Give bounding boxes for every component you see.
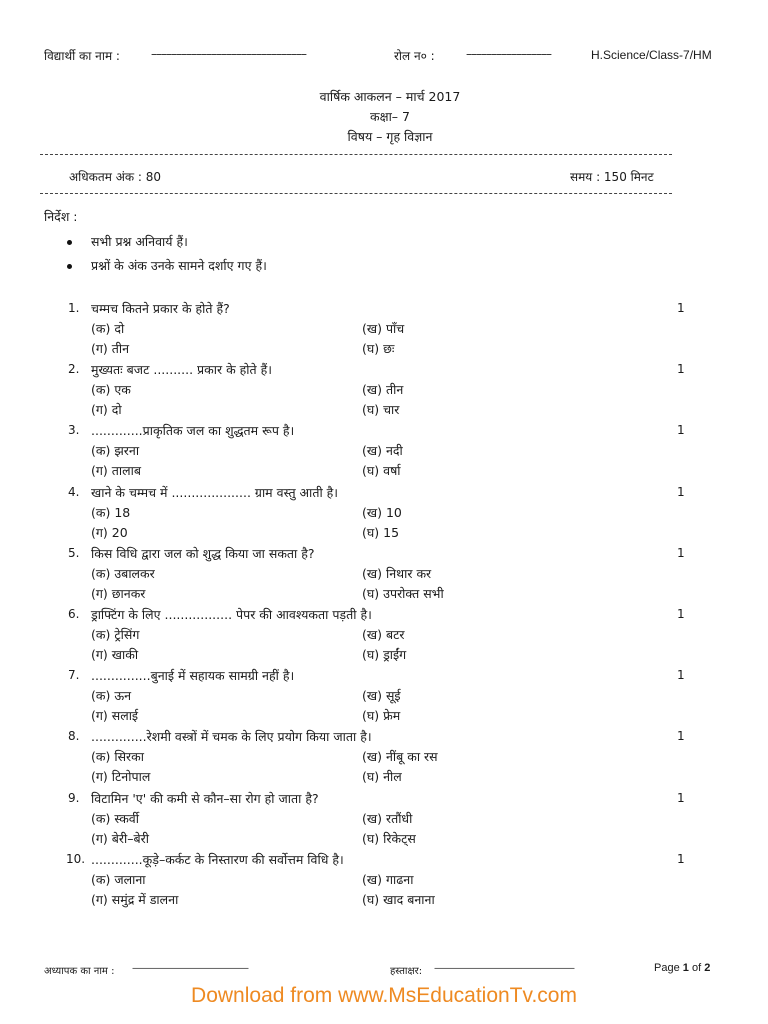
option: (घ) ड्राईंग (362, 647, 407, 662)
exam-time: समय : 150 मिनट (570, 170, 654, 184)
option: (क) ट्रेसिंग (91, 627, 140, 642)
option: (ख) गाढना (362, 872, 414, 887)
question-text: चम्मच कितने प्रकार के होते हैं? (91, 301, 230, 316)
option: (ख) बटर (362, 627, 405, 642)
question-marks: 1 (677, 546, 685, 560)
option: (घ) नील (362, 769, 402, 784)
option: (क) सिरका (91, 749, 144, 764)
divider-top (40, 154, 672, 155)
option: (क) स्कर्वी (91, 811, 139, 826)
question-text: मुख्यतः बजट .......... प्रकार के होते हैं। (91, 362, 273, 377)
roll-number-blank: ––––––––––––––––– (466, 47, 551, 61)
question-number: 10. (66, 852, 86, 866)
option: (ग) छानकर (91, 586, 146, 601)
option: (घ) 15 (362, 525, 400, 540)
exam-class: कक्षा– 7 (370, 109, 410, 124)
signature-label: हस्ताक्षर: (390, 966, 423, 977)
question-number: 1. (68, 301, 80, 315)
teacher-name-blank: ––––––––––––––––––––––––––––– (132, 963, 248, 974)
question-text: ड्राफ्टिंग के लिए ................. पेपर की आवश्यकता पड़ती है। (91, 607, 372, 622)
page-prefix: Page (654, 962, 680, 974)
question-text: .............प्राकृतिक जल का शुद्धतम रूप है। (91, 423, 295, 438)
option: (ग) दो (91, 402, 122, 417)
max-marks: अधिकतम अंक : 80 (69, 170, 162, 184)
page-of: of (691, 962, 702, 974)
student-name-label: विद्यार्थी का नाम : (44, 49, 120, 63)
question-number: 3. (68, 423, 80, 437)
option: (घ) वर्षा (362, 463, 401, 478)
instructions-heading: निर्देश : (44, 209, 78, 224)
option: (क) 18 (91, 505, 131, 520)
option: (क) एक (91, 382, 131, 397)
option: (ख) सूई (362, 688, 401, 703)
option: (घ) फ्रेम (362, 708, 401, 723)
question-number: 6. (68, 607, 80, 621)
download-link[interactable]: Download from www.MsEducationTv.com (191, 984, 577, 1007)
option: (ग) तीन (91, 341, 130, 356)
option: (ग) तालाब (91, 463, 141, 478)
question-number: 9. (68, 791, 80, 805)
exam-title: वार्षिक आकलन – मार्च 2017 (319, 89, 461, 104)
student-name-blank: ––––––––––––––––––––––––––––––– (151, 47, 306, 61)
option: (ख) निथार कर (362, 566, 432, 581)
divider-bottom (40, 193, 672, 194)
roll-number-label: रोल न० : (394, 49, 435, 63)
question-marks: 1 (677, 607, 685, 621)
option: (क) दो (91, 321, 125, 336)
option: (ख) पाँच (362, 321, 405, 336)
option: (घ) चार (362, 402, 400, 417)
question-number: 8. (68, 729, 80, 743)
instruction-item: सभी प्रश्न अनिवार्य हैं। (91, 234, 188, 249)
option: (ग) बेरी–बेरी (91, 831, 149, 846)
option: (ख) रतौंधी (362, 811, 413, 826)
question-marks: 1 (677, 852, 685, 866)
option: (क) उबालकर (91, 566, 155, 581)
question-text: .............कूड़े–कर्कट के निस्तारण की सर्वोत्तम विधि है। (91, 852, 344, 867)
option: (ग) समुंद्र में डालना (91, 892, 179, 907)
question-text: खाने के चम्मच में .................... ग्राम वस्तु आती है। (91, 485, 339, 500)
question-marks: 1 (677, 301, 685, 315)
question-text: विटामिन 'ए' की कमी से कौन–सा रोग हो जाता है? (91, 791, 319, 806)
option: (ख) नदी (362, 443, 403, 458)
page-number (654, 962, 710, 974)
question-number: 5. (68, 546, 80, 560)
exam-subject: विषय – गृह विज्ञान (347, 129, 433, 144)
signature-blank: ––––––––––––––––––––––––––––––––––– (434, 963, 574, 974)
option: (घ) खाद बनाना (362, 892, 435, 907)
question-marks: 1 (677, 729, 685, 743)
option: (ग) सलाई (91, 708, 139, 723)
question-text: ..............रेशमी वस्त्रों में चमक के लिए प्रयोग किया जाता है। (91, 729, 372, 744)
question-text: किस विधि द्वारा जल को शुद्ध किया जा सकता है? (91, 546, 315, 561)
option: (ग) खाकी (91, 647, 139, 662)
option: (घ) छः (362, 341, 395, 356)
page-current: 1 (682, 962, 689, 974)
option: (घ) उपरोक्त सभी (362, 586, 444, 601)
option: (ख) 10 (362, 505, 402, 520)
option: (ख) तीन (362, 382, 404, 397)
subject-code: H.Science/Class-7/HM (591, 48, 712, 62)
bullet-icon (67, 240, 72, 245)
option: (घ) रिकेट्स (362, 831, 416, 846)
question-marks: 1 (677, 791, 685, 805)
option: (क) जलाना (91, 872, 146, 887)
option: (क) झरना (91, 443, 140, 458)
question-number: 7. (68, 668, 80, 682)
teacher-name-label: अध्यापक का नाम : (44, 966, 115, 977)
option: (ग) टिनोपाल (91, 769, 151, 784)
question-text: ...............बुनाई में सहायक सामग्री नहीं है। (91, 668, 295, 683)
option: (क) ऊन (91, 688, 132, 703)
page-total: 2 (704, 962, 711, 974)
instruction-item: प्रश्नों के अंक उनके सामने दर्शाए गए हैं। (91, 258, 267, 273)
bullet-icon (67, 264, 72, 269)
question-marks: 1 (677, 362, 685, 376)
question-number: 4. (68, 485, 80, 499)
option: (ख) नींबू का रस (362, 749, 438, 764)
question-marks: 1 (677, 423, 685, 437)
question-marks: 1 (677, 485, 685, 499)
option: (ग) 20 (91, 525, 128, 540)
question-marks: 1 (677, 668, 685, 682)
question-number: 2. (68, 362, 80, 376)
